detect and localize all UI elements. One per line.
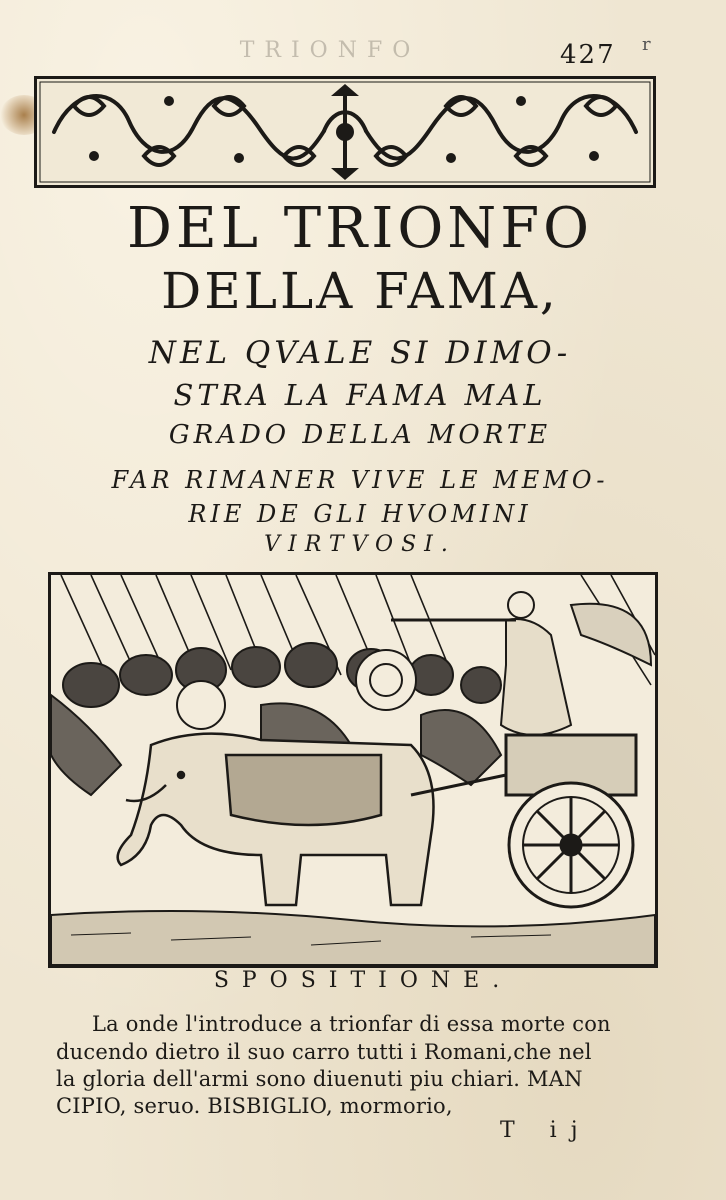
page-number: 427 <box>560 40 616 70</box>
subtitle-line-4: FAR RIMANER VIVE LE MEMO- <box>111 466 609 494</box>
body-line-2: ducendo dietro il suo carro tutti i Romani,che nel <box>56 1040 592 1064</box>
body-line-3: la gloria dell'armi sono diuenuti piu chiari. MAN <box>56 1067 583 1091</box>
signature-mark: T ij <box>500 1118 592 1143</box>
running-head: TRIONFO <box>239 38 421 63</box>
ornamental-headpiece-icon <box>34 76 656 188</box>
section-heading: SPOSITIONE. <box>213 968 513 993</box>
subtitle-line-5: RIE DE GLI HVOMINI <box>188 500 532 528</box>
subtitle-line-2: STRA LA FAMA MAL <box>173 378 547 412</box>
title-line-1: DEL TRIONFO <box>126 196 594 261</box>
body-line-4: CIPIO, seruo. BISBIGLIO, mormorio, <box>56 1094 453 1118</box>
subtitle-line-6: VIRTVOSI. <box>264 532 456 557</box>
subtitle-line-3: GRADO DELLA MORTE <box>168 420 552 450</box>
body-line-1: La onde l'introduce a trionfar di essa morte con <box>92 1012 611 1036</box>
woodcut-illustration <box>48 572 658 968</box>
subtitle-line-1: NEL QVALE SI DIMO- <box>148 335 572 371</box>
title-line-2: DELLA FAMA, <box>161 262 559 320</box>
corner-mark: r <box>642 34 651 55</box>
woodcut-elephant-chariot-fame-icon <box>51 575 655 965</box>
